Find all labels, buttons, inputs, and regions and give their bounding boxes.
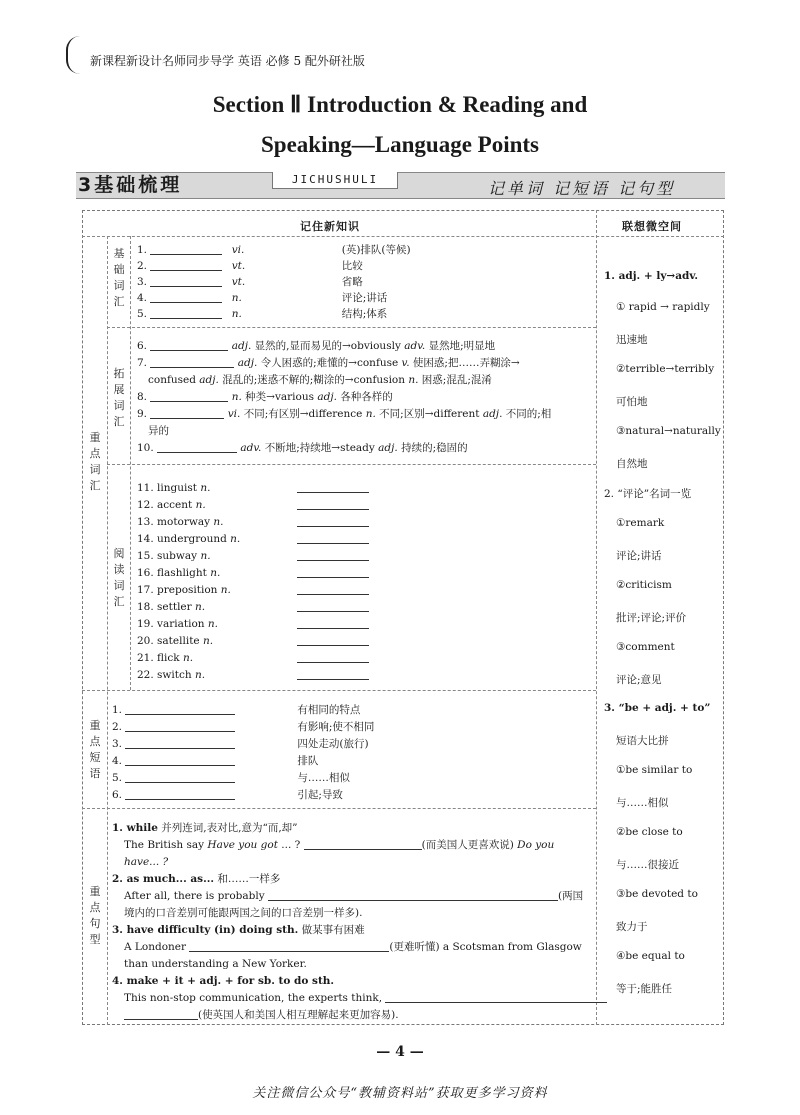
label-key-sentence: 重点句型 [89, 885, 101, 946]
basic-row: 4. n. 评论;讲话 [137, 292, 388, 304]
sublabel-col-divider [130, 236, 131, 690]
read-row: 15. subway n. [137, 548, 369, 564]
sentence-4-line2: (使英国人和美国人相互理解起来更加容易). [124, 1007, 399, 1023]
answer-blank[interactable] [304, 838, 422, 850]
ext-row-9-cont: 异的 [148, 425, 169, 437]
basic-ext-divider [107, 327, 596, 328]
answer-blank[interactable] [150, 259, 222, 271]
answer-blank[interactable] [297, 549, 369, 561]
read-row: 16. flashlight n. [137, 565, 369, 581]
answer-blank[interactable] [150, 356, 234, 368]
ext-row-8: 8. n. 种类→various adj. 各种各样的 [137, 391, 393, 403]
side-note-2-item: ③comment [616, 641, 675, 653]
sentence-4-head: 4. make + it + adj. + for sb. to do sth. [112, 975, 335, 987]
ext-row-7: 7. adj. 令人困惑的;难懂的→confuse v. 使困惑;把……弄糊涂→ [137, 357, 520, 369]
read-row: 19. variation n. [137, 616, 369, 632]
page-number: — 4 — [376, 1044, 424, 1060]
answer-blank[interactable] [125, 771, 235, 783]
answer-blank[interactable] [150, 339, 228, 351]
header-divider [82, 236, 724, 237]
side-note-1-title: 1. adj. + ly→adv. [604, 270, 699, 282]
side-note-3-item: ③be devoted to [616, 888, 698, 900]
answer-blank[interactable] [297, 668, 369, 680]
answer-blank[interactable] [124, 1008, 198, 1020]
read-row: 12. accent n. [137, 497, 369, 513]
ext-row-9: 9. vi. 不同;有区别→difference n. 不同;区别→different adj. 不同的;相 [137, 408, 552, 420]
side-note-1-item: 可怕地 [616, 396, 648, 408]
side-note-3-item: 致力于 [616, 921, 648, 933]
answer-blank[interactable] [157, 441, 237, 453]
label-col-divider [107, 236, 108, 1025]
side-note-2-title: 2. “评论”名词一览 [604, 488, 692, 500]
label-ext-vocab: 拓展词汇 [113, 367, 125, 428]
read-row: 22. switch n. [137, 667, 369, 683]
answer-blank[interactable] [125, 703, 235, 715]
answer-blank[interactable] [150, 390, 228, 402]
phrase-row: 4. 排队 [112, 755, 319, 767]
sentence-1-line: The British say Have you got ... ? (而美国人更喜欢说) Do you [124, 839, 555, 851]
sentence-2-line2: 境内的口音差别可能跟两国之间的口音差别一样多). [124, 907, 363, 919]
band-right-text: 记单词 记短语 记句型 [488, 179, 676, 198]
col-side-heading: 联想微空间 [622, 220, 682, 233]
label-basic-vocab: 基础词汇 [113, 247, 125, 308]
answer-blank[interactable] [150, 407, 224, 419]
read-row: 17. preposition n. [137, 582, 369, 598]
side-note-2-item: 评论;意见 [616, 674, 662, 686]
label-key-vocab: 重点词汇 [89, 431, 101, 492]
answer-blank[interactable] [297, 498, 369, 510]
answer-blank[interactable] [189, 940, 389, 952]
ext-row-7-cont: confused adj. 混乱的;迷惑不解的;糊涂的→confusion n. 困惑;混乱;混淆 [148, 374, 492, 386]
side-note-3-item: 与……很接近 [616, 859, 679, 871]
side-note-1-item: 迅速地 [616, 334, 648, 346]
read-row: 20. satellite n. [137, 633, 369, 649]
sentence-3-line: A Londoner (更难听懂) a Scotsman from Glasgow [124, 941, 582, 953]
side-note-3-item: 等于;能胜任 [616, 983, 673, 995]
answer-blank[interactable] [297, 566, 369, 578]
answer-blank[interactable] [268, 889, 558, 901]
answer-blank[interactable] [125, 737, 235, 749]
ext-row-6: 6. adj. 显然的,显而易见的→obviously adv. 显然地;明显地 [137, 340, 496, 352]
side-note-1-item: ③natural→naturally [616, 425, 721, 437]
side-note-3-title: 3. “be + adj. + to” [604, 702, 711, 714]
band-pinyin: JICHUSHULI [272, 172, 398, 189]
phrase-row: 2. 有影响;使不相同 [112, 721, 375, 733]
side-note-1-item: 自然地 [616, 458, 648, 470]
section-title-line2: Speaking—Language Points [261, 132, 539, 157]
answer-blank[interactable] [150, 291, 222, 303]
side-note-1-item: ②terrible→terribly [616, 363, 715, 375]
side-note-3-item: ②be close to [616, 826, 683, 838]
read-row: 13. motorway n. [137, 514, 369, 530]
basic-row: 3. vt. 省略 [137, 276, 363, 288]
answer-blank[interactable] [297, 532, 369, 544]
read-row: 21. flick n. [137, 650, 369, 666]
label-read-vocab: 阅读词汇 [113, 547, 125, 608]
side-note-2-item: 评论;讲话 [616, 550, 662, 562]
answer-blank[interactable] [150, 243, 222, 255]
phrase-row: 6. 引起;导致 [112, 789, 343, 801]
sentence-2-line: After all, there is probably (两国 [124, 890, 584, 902]
answer-blank[interactable] [297, 515, 369, 527]
sentence-3-head: 3. have difficulty (in) doing sth. 做某事有困难 [112, 924, 365, 936]
band-label: 3基础梳理 [78, 174, 183, 196]
answer-blank[interactable] [297, 481, 369, 493]
basic-row: 5. n. 结构;体系 [137, 308, 388, 320]
vocab-phrase-divider [82, 690, 596, 691]
answer-blank[interactable] [125, 720, 235, 732]
ext-read-divider [107, 464, 596, 465]
footer-note: 关注微信公众号“教辅资料站”获取更多学习资料 [252, 1086, 548, 1101]
answer-blank[interactable] [150, 307, 222, 319]
answer-blank[interactable] [297, 583, 369, 595]
phrase-row: 5. 与……相似 [112, 772, 350, 784]
read-row: 18. settler n. [137, 599, 369, 615]
side-note-2-item: ②criticism [616, 579, 672, 591]
label-key-phrase: 重点短语 [89, 719, 101, 780]
answer-blank[interactable] [125, 788, 235, 800]
sentence-1-head: 1. while 并列连词,表对比,意为“而,却” [112, 822, 298, 834]
sentence-4-line: This non-stop communication, the experts think, [124, 990, 607, 1006]
phrase-sentence-divider [82, 808, 596, 809]
side-note-1-item: ① rapid → rapidly [616, 301, 710, 313]
section-title-line1: Section Ⅱ Introduction & Reading and [212, 92, 588, 117]
side-note-3-item: ④be equal to [616, 950, 685, 962]
sentence-3-line2: than understanding a New Yorker. [124, 958, 307, 970]
read-row: 14. underground n. [137, 531, 369, 547]
answer-blank[interactable] [297, 617, 369, 629]
phrase-row: 3. 四处走动(旅行) [112, 738, 369, 750]
side-note-3-item: 短语大比拼 [616, 735, 669, 747]
side-divider [596, 210, 597, 1025]
sentence-1-line2: have... ? [124, 856, 169, 868]
ext-row-10: 10. adv. 不断地;持续地→steady adj. 持续的;稳固的 [137, 442, 468, 454]
read-row: 11. linguist n. [137, 480, 369, 496]
basic-row: 1. vi. (英)排队(等候) [137, 244, 411, 256]
phrase-row: 1. 有相同的特点 [112, 704, 361, 716]
answer-blank[interactable] [297, 651, 369, 663]
answer-blank[interactable] [297, 600, 369, 612]
side-note-3-item: ①be similar to [616, 764, 693, 776]
side-note-2-item: 批评;评论;评价 [616, 612, 687, 624]
header-bracket [66, 36, 80, 74]
basic-row: 2. vt. 比较 [137, 260, 363, 272]
side-note-2-item: ①remark [616, 517, 665, 529]
answer-blank[interactable] [385, 991, 607, 1003]
sentence-2-head: 2. as much... as... 和……一样多 [112, 873, 281, 885]
col-main-heading: 记住新知识 [300, 220, 360, 233]
answer-blank[interactable] [297, 634, 369, 646]
answer-blank[interactable] [125, 754, 235, 766]
answer-blank[interactable] [150, 275, 222, 287]
book-header: 新课程新设计名师同步导学 英语 必修 5 配外研社版 [90, 54, 365, 68]
side-note-3-item: 与……相似 [616, 797, 669, 809]
